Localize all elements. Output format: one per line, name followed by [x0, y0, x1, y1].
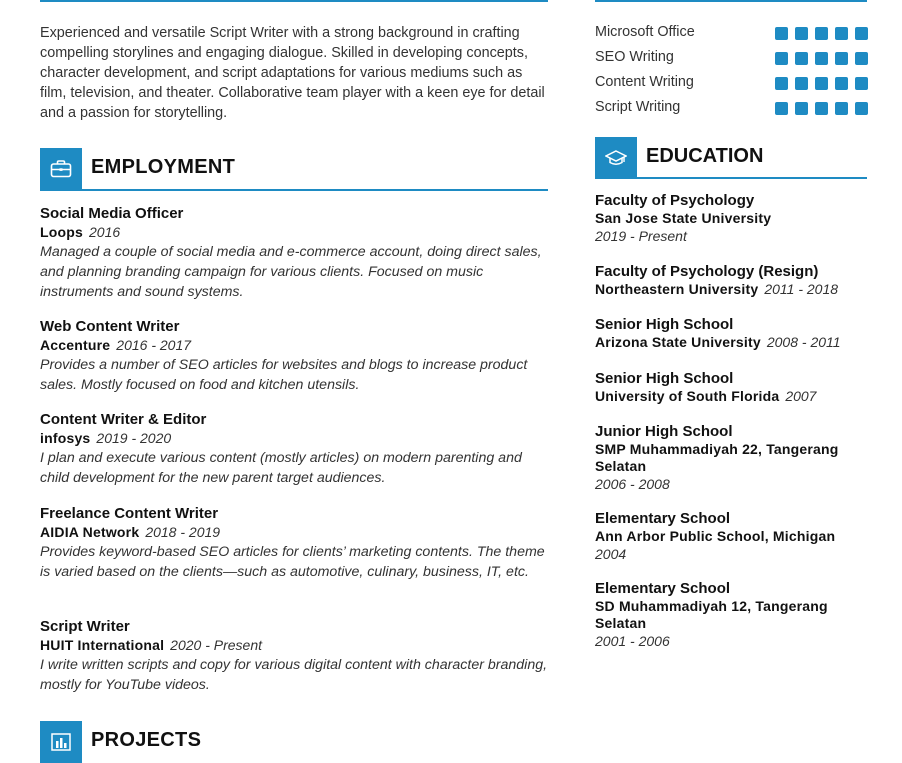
education-entry	[595, 315, 867, 351]
job-entry	[40, 504, 552, 582]
education-years: 2004	[595, 546, 627, 562]
education-years: 2007	[785, 388, 817, 404]
skill-level-rating	[775, 27, 868, 40]
rating-dot	[795, 27, 808, 40]
job-role: Script Writer	[40, 618, 130, 635]
job-dates: 2019 - 2020	[96, 430, 172, 446]
job-company: Loops	[40, 224, 83, 240]
rating-dot	[815, 27, 828, 40]
job-company: AIDIA Network	[40, 524, 140, 540]
education-degree: Elementary School	[595, 580, 731, 597]
bar-chart-icon	[40, 721, 82, 763]
skill-name: Script Writing	[595, 99, 681, 115]
rating-dot	[815, 102, 828, 115]
education-degree: Senior High School	[595, 370, 734, 387]
rating-dot	[835, 27, 848, 40]
education-degree: Junior High School	[595, 423, 733, 440]
education-entry	[595, 422, 867, 494]
job-description: I write written scripts and copy for various digital content with character branding, mostly for YouTube videos.	[40, 657, 548, 693]
skills-list	[595, 23, 867, 123]
rating-dot	[855, 77, 868, 90]
rating-dot	[795, 52, 808, 65]
education-title: EDUCATION	[646, 145, 764, 167]
job-description: Managed a couple of social media and e-commerce account, doing direct sales, and planning branding campaign for various clients. Focused on music instruments and sound systems.	[40, 244, 542, 300]
education-school: SD Muhammadiyah 12, Tangerang Selatan	[595, 598, 828, 631]
education-school: SMP Muhammadiyah 22, Tangerang Selatan	[595, 441, 839, 474]
education-degree: Senior High School	[595, 316, 734, 333]
job-dates: 2016 - 2017	[116, 337, 192, 353]
skill-level-rating	[775, 77, 868, 90]
rating-dot	[795, 102, 808, 115]
rating-dot	[775, 102, 788, 115]
education-entry	[595, 262, 867, 298]
education-school: Ann Arbor Public School, Michigan	[595, 528, 836, 544]
education-school: University of South Florida	[595, 388, 780, 404]
education-entry	[595, 509, 867, 564]
graduation-cap-icon	[595, 137, 637, 178]
skill-name: Content Writing	[595, 74, 694, 90]
education-school: Northeastern University	[595, 281, 759, 297]
education-years: 2008 - 2011	[766, 334, 841, 350]
job-dates: 2020 - Present	[170, 637, 263, 653]
skill-name: SEO Writing	[595, 49, 674, 65]
rating-dot	[855, 52, 868, 65]
education-years: 2001 - 2006	[595, 633, 670, 649]
job-dates: 2018 - 2019	[145, 524, 221, 540]
skill-level-rating	[775, 102, 868, 115]
rating-dot	[835, 102, 848, 115]
education-school: San Jose State University	[595, 210, 772, 226]
job-entry	[40, 410, 552, 488]
job-dates: 2016	[89, 224, 121, 240]
employment-title: EMPLOYMENT	[91, 156, 236, 178]
job-entry	[40, 204, 552, 302]
education-section-header	[595, 137, 867, 178]
job-entry	[40, 317, 552, 395]
education-degree: Elementary School	[595, 510, 731, 527]
rating-dot	[815, 52, 828, 65]
job-description: Provides a number of SEO articles for websites and blogs to increase product sales. Mostly focused on food and kitchen utensils.	[40, 357, 528, 393]
rating-dot	[855, 27, 868, 40]
job-role: Web Content Writer	[40, 318, 180, 335]
job-description: Provides keyword-based SEO articles for clients’ marketing contents. The theme is varied based on the clients—such as automotive, culinary, business, IT, etc.	[40, 544, 545, 580]
job-company: infosys	[40, 430, 91, 446]
section-divider	[595, 177, 867, 179]
education-degree: Faculty of Psychology	[595, 192, 755, 209]
rating-dot	[855, 102, 868, 115]
skill-row	[595, 23, 867, 48]
skills-top-rule	[595, 0, 867, 2]
projects-section-header	[40, 721, 548, 763]
briefcase-icon	[40, 148, 82, 190]
education-entry	[595, 369, 867, 405]
summary-text: Experienced and versatile Script Writer with a strong background in crafting compelling storylines and engaging dialogue. Skilled in developing concepts, character development, and script adaptations for various mediums such as film, television, and theater. Collaborative team player with a keen eye for detail and a passion for storytelling.	[40, 25, 545, 121]
education-entry	[595, 579, 867, 651]
education-years: 2011 - 2018	[764, 281, 839, 297]
rating-dot	[835, 77, 848, 90]
education-years: 2006 - 2008	[595, 476, 670, 492]
rating-dot	[795, 77, 808, 90]
section-divider	[40, 189, 548, 191]
rating-dot	[775, 27, 788, 40]
job-entry	[40, 617, 552, 695]
education-school: Arizona State University	[595, 334, 761, 350]
education-years: 2019 - Present	[595, 228, 687, 244]
job-role: Freelance Content Writer	[40, 505, 219, 522]
job-role: Social Media Officer	[40, 205, 184, 222]
job-role: Content Writer & Editor	[40, 411, 207, 428]
summary-top-rule	[40, 0, 548, 2]
rating-dot	[775, 52, 788, 65]
rating-dot	[815, 77, 828, 90]
skill-row	[595, 48, 867, 73]
job-company: HUIT International	[40, 637, 165, 653]
projects-title: PROJECTS	[91, 729, 202, 751]
job-company: Accenture	[40, 337, 111, 353]
rating-dot	[835, 52, 848, 65]
skill-row	[595, 73, 867, 98]
skill-name: Microsoft Office	[595, 24, 695, 40]
skill-row	[595, 98, 867, 123]
education-entry	[595, 191, 867, 246]
job-description: I plan and execute various content (mostly articles) on modern parenting and child development for the new parent target audiences.	[40, 450, 522, 486]
employment-section-header	[40, 148, 548, 190]
rating-dot	[775, 77, 788, 90]
skill-level-rating	[775, 52, 868, 65]
education-degree: Faculty of Psychology (Resign)	[595, 263, 819, 280]
